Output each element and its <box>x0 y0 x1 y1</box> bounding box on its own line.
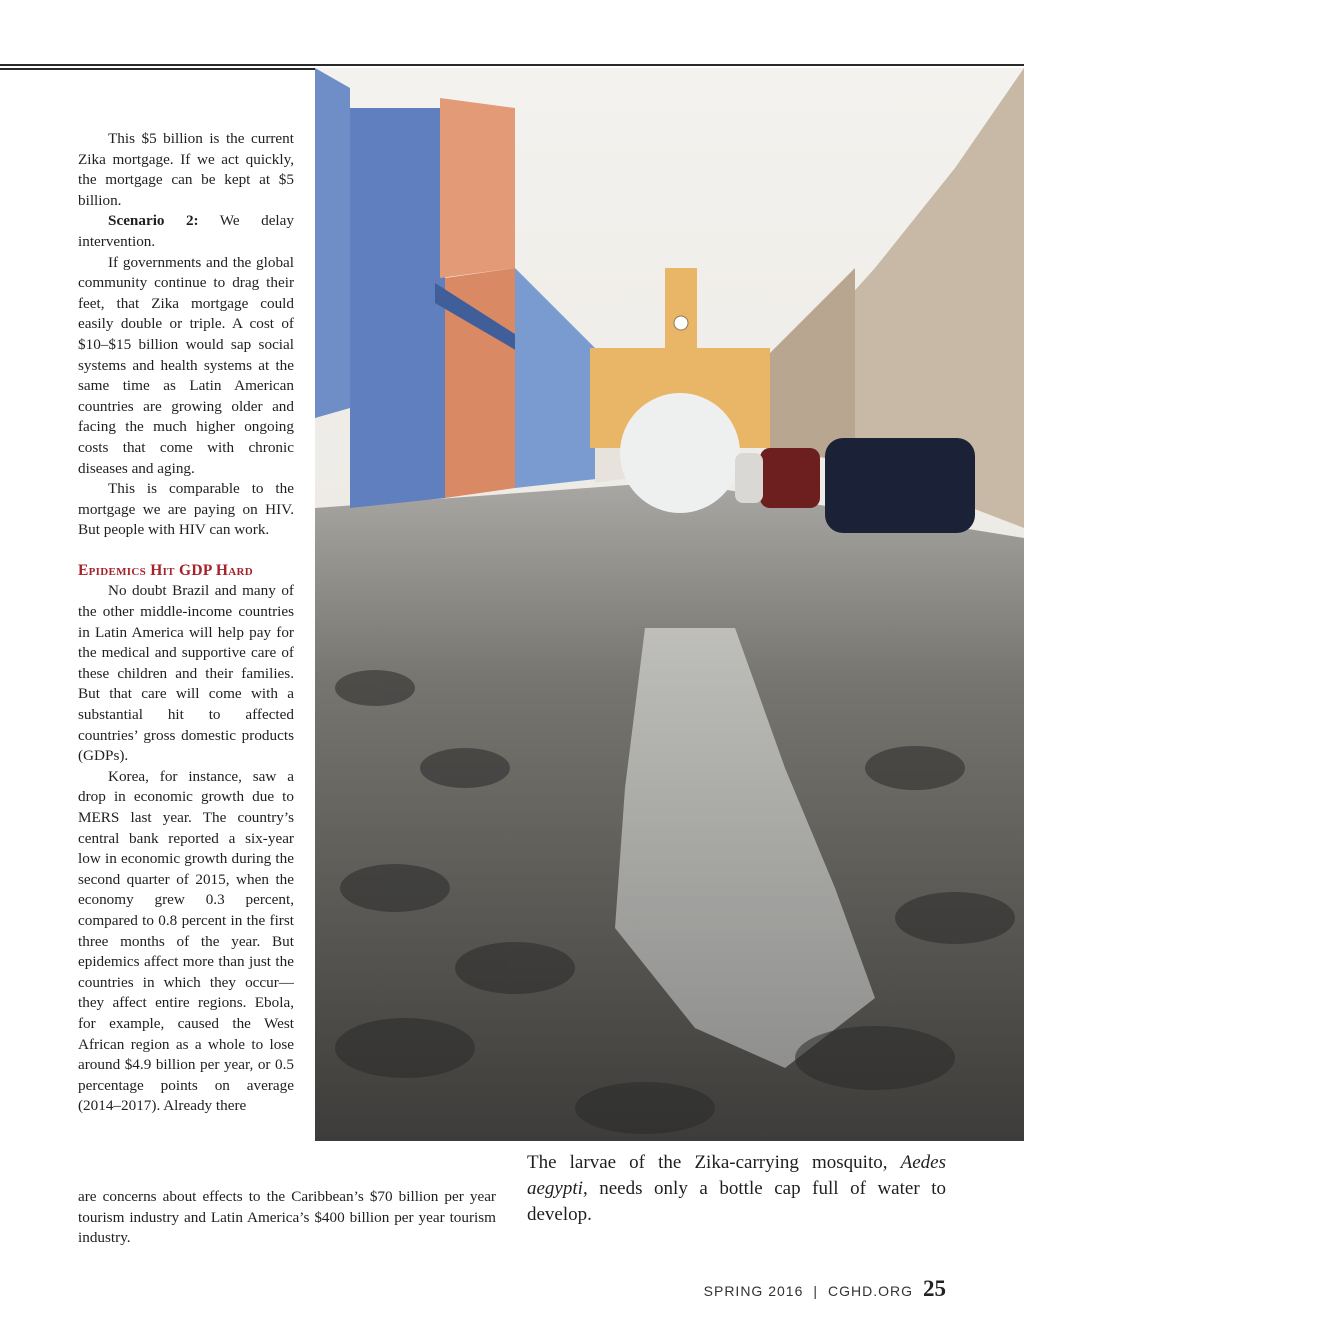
caption-text: The larvae of the Zika-carrying mosquito, <box>527 1152 901 1173</box>
footer-issue: SPRING 2016 <box>703 1283 804 1299</box>
scenario-label: Scenario 2: <box>108 212 199 230</box>
section-heading: Epidemics Hit GDP Hard <box>78 561 253 579</box>
street-illustration <box>315 68 1024 1141</box>
caption-species: Aedes aegypti <box>527 1152 946 1199</box>
photo-credit: PHOTO CREDIT: TREVOR SNAPP FOR INTRAHEALTH INTERNATIONAL <box>1311 854 1321 1182</box>
footer-site: CGHD.ORG <box>828 1283 913 1299</box>
scenario-text: We delay intervention. <box>78 212 294 250</box>
paragraph-scenario <box>78 211 294 252</box>
photo-caption <box>527 1150 946 1228</box>
paragraph: If governments and the global community continue to drag their feet, that Zika mortgage could easily double or triple. A cost of $10–$15 billion would sap social systems and health systems at the same time as Latin American countries are growing older and facing the much higher ongoing costs that come with chronic diseases and aging. <box>78 253 294 477</box>
paragraph: Korea, for instance, saw a drop in economic growth due to MERS last year. The country’s central bank reported a six-year low in economic growth during the second quarter of 2015, when the economy grew 0.3 percent, compared to 0.8 percent in the first three months of the year. But epidemics affect more than just the countries in which they occur—they affect entire regions. Ebola, for example, caused the West African region as a whole to lose around $4.9 billion per year, or 0.5 percentage points on average (2014–2017). Already there <box>78 767 294 1115</box>
paragraph: This $5 billion is the current Zika mortgage. If we act quickly, the mortgage can be kept at $5 billion. <box>78 130 294 209</box>
page-number: 25 <box>923 1276 946 1301</box>
page-footer <box>704 1276 946 1302</box>
paragraph: This is comparable to the mortgage we are paying on HIV. But people with HIV can work. <box>78 480 294 539</box>
paragraph: are concerns about effects to the Caribbean’s $70 billion per year tourism industry and Latin America’s $400 billion per year tourism industry. <box>78 1188 496 1247</box>
article-column <box>78 129 294 1117</box>
article-continuation <box>78 1187 496 1249</box>
footer-separator: | <box>813 1283 818 1299</box>
paragraph: No doubt Brazil and many of the other middle-income countries in Latin America will help pay for the medical and supportive care of these children and their families. But that care will come with a substantial hit to affected countries’ gross domestic products (GDPs). <box>78 582 294 765</box>
header-rule-top <box>0 64 1024 66</box>
caption-text-end: , needs only a bottle cap full of water to develop. <box>527 1178 946 1225</box>
